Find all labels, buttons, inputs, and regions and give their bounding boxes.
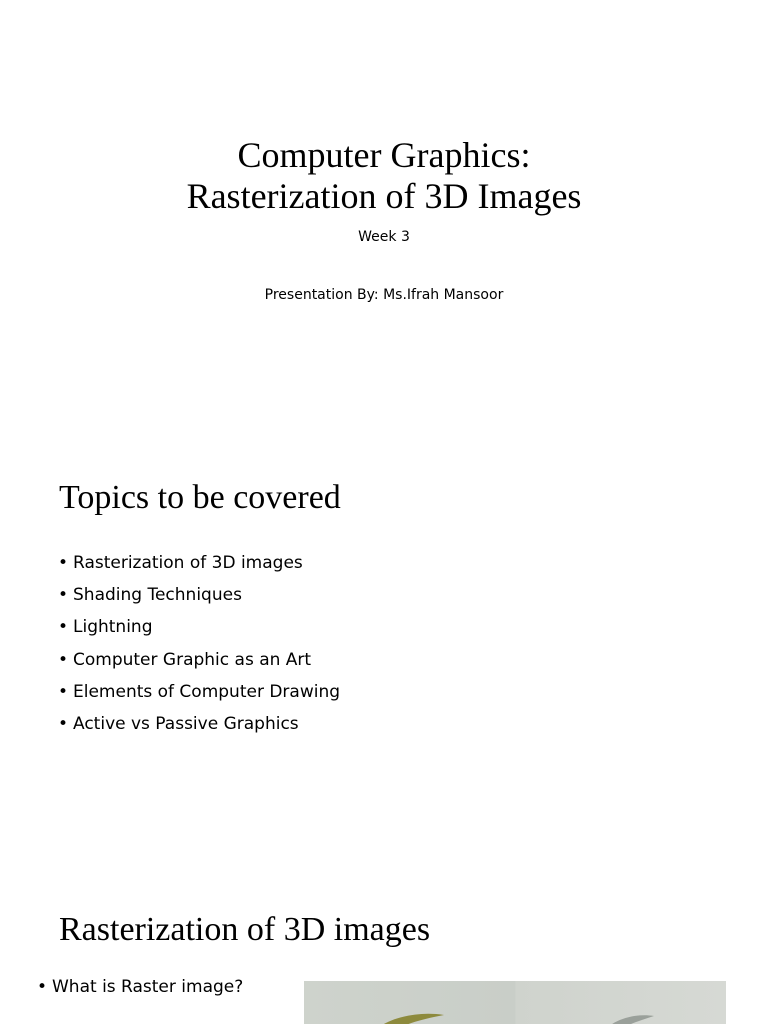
slide-rasterization: [0, 868, 768, 1024]
list-item: • Elements of Computer Drawing: [58, 676, 340, 708]
leaf-shape-right: [604, 1015, 654, 1024]
rasterization-list: [37, 971, 243, 1003]
leaf-shape-left: [374, 1014, 444, 1024]
slide-topics: [0, 434, 768, 868]
topics-list: [58, 547, 340, 740]
list-item: • Rasterization of 3D images: [58, 547, 340, 579]
title-line-1: Computer Graphics:: [237, 135, 531, 175]
slide-title: [0, 0, 768, 434]
raster-example-graphic: [304, 981, 726, 1024]
week-label: Week 3: [358, 229, 410, 245]
topics-heading: Topics to be covered: [59, 479, 341, 516]
rasterization-heading: Rasterization of 3D images: [59, 911, 431, 948]
list-item: • Shading Techniques: [58, 579, 340, 611]
list-item: • Lightning: [58, 611, 340, 643]
presenter-label: Presentation By: Ms.Ifrah Mansoor: [264, 287, 504, 303]
list-item: • What is Raster image?: [37, 971, 243, 1003]
list-item: • Active vs Passive Graphics: [58, 708, 340, 740]
title-line-2: Rasterization of 3D Images: [186, 176, 582, 216]
list-item: • Computer Graphic as an Art: [58, 644, 340, 676]
slide-title-heading: [0, 135, 768, 217]
raster-example-image: [304, 981, 726, 1024]
